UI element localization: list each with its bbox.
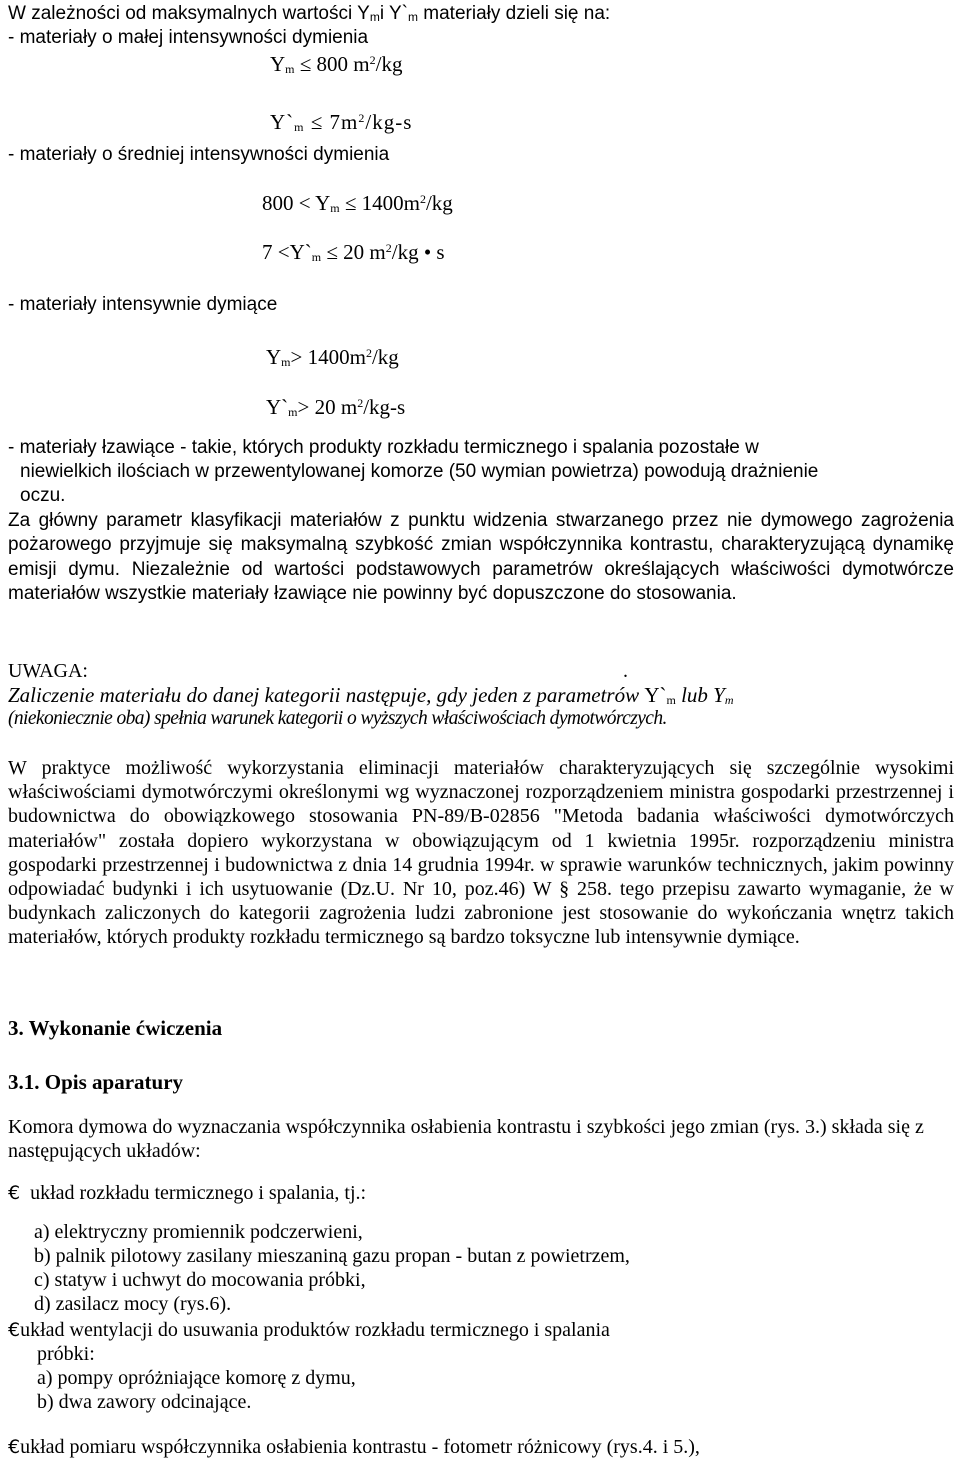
paragraph-chamber: Komora dymowa do wyznaczania współczynnika osłabienia kontrastu i szybkości jego zmian (rys. 3.) składa się z następujących układów: [8, 1116, 924, 1162]
sublist-item: b) palnik pilotowy zasilany mieszaniną gazu propan - butan z powietrzem, [34, 1245, 630, 1267]
note-line1: Zaliczenie materiału do danej kategorii następuje, gdy jeden z parametrów $Y`_m$ lub $Y_m$ [8, 683, 734, 707]
bullet-icon: € [8, 1182, 21, 1204]
formula-cat2-ypm: $7 <Y`_m \le 20$ $m^2/kg$ • s [262, 240, 445, 264]
formula-cat3-ym: $Y_m> 1400m^2/kg$ [266, 345, 399, 369]
sublist-item: a) elektryczny promiennik podczerwieni, [34, 1221, 363, 1243]
category-low-label: - materiały o małej intensywności dymienia [8, 27, 369, 48]
paragraph-regulation: W praktyce możliwość wykorzystania eliminacji materiałów charakteryzujących się szczególnie wysokimi właściwościami dymotwórczymi określonymi wg wyznaczonej rozporządzeniem ministra gospodarki przestrzennej i budownictwa do obowiązkowego stosowania PN-89/B-02856 "Metoda badania właściwości dymotwórczych materiałów" została dopiero wykorzystana w obowiązującym od 1 kwietnia 1995r. rozporządzeniu ministra gospodarki przestrzennej i budownictwa z dnia 14 grudnia 1994r. w sprawie warunków technicznych, jakim powinny odpowiadać budynki i ich usytuowanie (Dz.U. Nr 10, poz.46) W § 258. tego przepisu zawarto wymaganie, że w budynkach zaliczonych do kategorii zagrożenia ludzi zabronione jest stosowanie do wykończania wnętrz takich materiałów, których produkty rozkładu termicznego są bardzo toksyczne lub intensywnie dymiące. [8, 757, 954, 949]
paragraph-classification: Za główny parametr klasyfikacji materiałów z punktu widzenia stwarzanego przez nie dymowego zagrożenia pożarowego przyjmuje się maksymalną szybkość zmian współczynnika kontrastu, charakteryzującą dynamikę emisji dymu. Niezależnie od wartości podstawowych parametrów określających właściwości dymotwórcze materiałów wszystkie materiały łzawiące nie powinny być dopuszczone do stosowania. [8, 510, 954, 604]
sublist-item: c) statyw i uchwyt do mocowania próbki, [34, 1269, 366, 1291]
category-medium-label: - materiały o średniej intensywności dymienia [8, 144, 390, 165]
category-high-label: - materiały intensywnie dymiące [8, 294, 278, 315]
intro-text: i Y` [379, 3, 408, 24]
bullet-icon: € [8, 1319, 21, 1341]
intro-text: materiały dzieli się na: [418, 3, 611, 24]
formula-cat3-ypm: $Y`_m> 20$ $m^2/kg-s$ [266, 395, 406, 419]
category-tear-line2: niewielkich ilościach w przewentylowanej komorze (50 wymian powietrza) powodują drażnienie [20, 461, 819, 482]
intro-line [8, 2, 610, 29]
category-tear-line1: - materiały łzawiące - takie, których produkty rozkładu termicznego i spalania pozostałe w [8, 437, 759, 458]
list-title: układ rozkładu termicznego i spalania, tj.: [30, 1182, 367, 1204]
intro-text: W zależności od maksymalnych wartości Y [8, 3, 370, 24]
sublist-item: b) dwa zawory odcinające. [37, 1391, 252, 1413]
sublist-item: d) zasilacz mocy (rys.6). [34, 1293, 232, 1315]
note-line2: (niekoniecznie oba) spełnia warunek kategorii o wyższych właściwościach dymotwórczych. [8, 708, 667, 729]
list-item-ventilation [8, 1318, 610, 1342]
category-tear-line3: oczu. [20, 485, 66, 506]
heading-section-3-1: 3.1. Opis aparatury [8, 1070, 184, 1094]
note-label: UWAGA: [8, 660, 88, 682]
subscript: m [369, 10, 380, 24]
subscript: m [408, 10, 418, 24]
bullet-icon: € [8, 1436, 21, 1458]
note-dot: . [623, 660, 628, 682]
heading-section-3: 3. Wykonanie ćwiczenia [8, 1016, 223, 1040]
formula-cat1-ypm: $Y`_m \le 7m^2/kg-s$ [270, 110, 413, 134]
formula-cat2-ym: $800 < Y_m \le 1400m^2/kg$ [262, 191, 453, 215]
list-title: układ pomiaru współczynnika osłabienia kontrastu - fotometr różnicowy (rys.4. i 5.), [20, 1436, 700, 1458]
list-title: układ wentylacji do usuwania produktów rozkładu termicznego i spalania [20, 1319, 610, 1341]
formula-cat1-ym: $Y_m \le 800$ $m^2/kg$ [270, 52, 403, 76]
sublist-item: a) pompy opróżniające komorę z dymu, [37, 1367, 356, 1389]
list-item-photometer [8, 1435, 700, 1459]
list-title-cont: próbki: [37, 1343, 95, 1365]
list-item-thermal [8, 1181, 366, 1205]
